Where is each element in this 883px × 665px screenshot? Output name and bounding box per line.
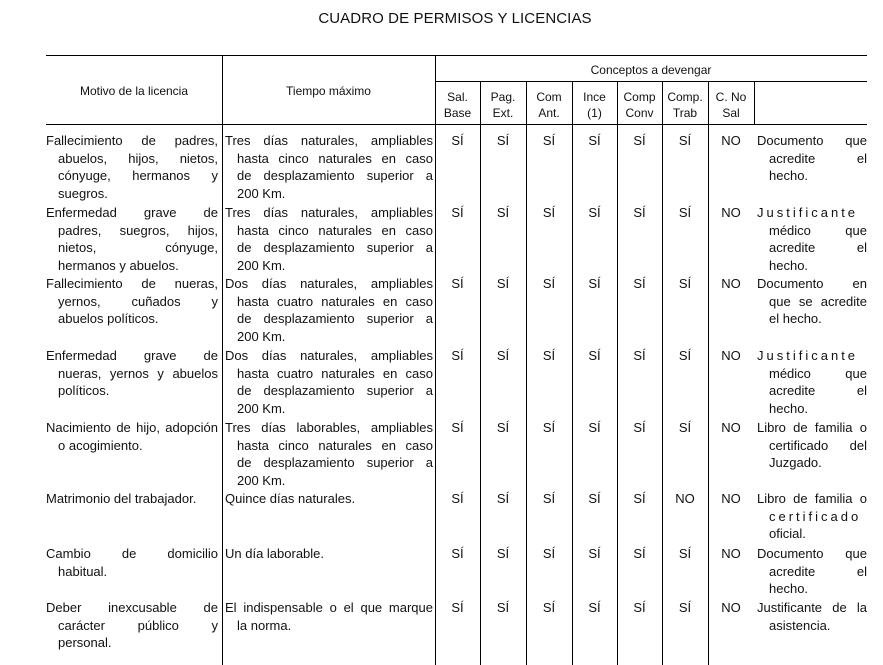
row-documento-line: médico que	[769, 222, 867, 238]
row-documento-line: Libro de familia o	[757, 491, 867, 506]
row-documento-line: acredite el	[769, 383, 867, 398]
row-motivo	[46, 275, 218, 328]
row-motivo-line: Enfermedad grave de	[46, 348, 218, 363]
row-value-comp-trab: SÍ	[678, 420, 692, 435]
row-value-ince: SÍ	[588, 205, 601, 220]
row-documento-line: hecho.	[769, 168, 809, 183]
row-documento-line: Justificante de la	[757, 600, 867, 615]
row-tiempo	[225, 419, 433, 489]
row-motivo	[46, 132, 218, 202]
row-motivo-line: abuelos políticos.	[58, 311, 159, 326]
row-documento-line: Libro de familia o	[757, 420, 867, 435]
row-value-comp-conv: SÍ	[633, 491, 646, 506]
row-value-com-ant: SÍ	[542, 348, 556, 363]
row-value-ince: SÍ	[588, 420, 601, 435]
table-top-rule	[46, 55, 867, 56]
column-divider	[222, 55, 223, 665]
row-motivo	[46, 599, 218, 652]
row-documento-line: oficial.	[769, 526, 806, 541]
row-value-sal-base: SÍ	[451, 600, 464, 615]
row-tiempo	[225, 132, 433, 202]
row-documento-line: certificado del	[769, 437, 867, 453]
row-tiempo-line: de desplazamiento superior a	[237, 455, 433, 470]
header-comp-trab-line: Comp.	[667, 90, 703, 104]
row-value-comp-conv: SÍ	[633, 420, 646, 435]
row-value-comp-conv: SÍ	[633, 546, 646, 561]
row-value-comp-trab: SÍ	[678, 133, 692, 148]
row-value-ince: SÍ	[588, 546, 601, 561]
row-motivo-line: yernos, cuñados y	[58, 293, 218, 309]
row-tiempo-line: hasta cuatro naturales en caso	[237, 365, 433, 381]
row-tiempo-line: 200 Km.	[237, 185, 286, 201]
column-divider	[480, 81, 481, 665]
row-documento	[757, 204, 867, 274]
row-documento	[757, 132, 867, 185]
header-pag-ext	[480, 89, 526, 121]
row-motivo-line: cónyuge, hermanos y	[58, 168, 218, 183]
row-motivo	[46, 545, 218, 580]
header-comp-trab-line: Trab	[672, 106, 698, 120]
row-tiempo-line: de desplazamiento superior a	[237, 240, 433, 255]
row-documento-line: hecho.	[769, 257, 809, 273]
row-tiempo-line: de desplazamiento superior a	[237, 383, 433, 398]
row-tiempo-line: Un día laborable.	[225, 546, 325, 561]
row-motivo-line: padres, suegros, hijos,	[58, 222, 218, 238]
row-documento-line: certificado	[769, 508, 862, 524]
row-tiempo	[225, 347, 433, 417]
row-motivo-line: Enfermedad grave de	[46, 205, 218, 220]
row-value-pag-ext: SÍ	[496, 600, 510, 615]
row-motivo-line: personal.	[58, 635, 112, 650]
row-value-pag-ext: SÍ	[496, 133, 510, 148]
column-divider	[617, 81, 618, 665]
row-motivo-line: abuelos, hijos, nietos,	[58, 150, 218, 166]
row-documento-line: Justificante	[757, 348, 859, 363]
row-motivo-line: nietos, cónyuge,	[58, 240, 218, 255]
row-value-comp-trab: SÍ	[678, 600, 692, 615]
row-documento-line: que se acredite	[769, 293, 867, 309]
row-value-c-no-sal: NO	[721, 348, 741, 363]
row-value-com-ant: SÍ	[542, 205, 556, 220]
row-value-ince: SÍ	[588, 348, 601, 363]
row-tiempo-line: Quince días naturales.	[225, 491, 356, 506]
row-motivo-line: nueras, yernos y abuelos	[58, 365, 218, 381]
page-title: CUADRO DE PERMISOS Y LICENCIAS	[318, 10, 592, 27]
row-value-c-no-sal: NO	[721, 205, 741, 220]
row-value-pag-ext: SÍ	[496, 420, 510, 435]
row-documento-line: acredite el	[769, 240, 867, 255]
row-value-ince: SÍ	[588, 133, 601, 148]
row-tiempo	[225, 204, 433, 274]
row-value-sal-base: SÍ	[451, 205, 464, 220]
row-documento	[757, 419, 867, 472]
header-ince	[572, 89, 617, 121]
header-tiempo: Tiempo máximo	[286, 84, 371, 98]
row-motivo-line: Fallecimiento de nueras,	[46, 276, 218, 291]
row-tiempo-line: Tres días laborables, ampliables	[225, 420, 433, 435]
header-comp-conv-line: Comp	[623, 90, 656, 104]
row-value-comp-trab: SÍ	[678, 348, 692, 363]
column-divider	[662, 81, 663, 665]
row-value-com-ant: SÍ	[542, 276, 556, 291]
row-tiempo-line: Tres días naturales, ampliables	[225, 205, 433, 220]
row-documento-line: Documento que	[757, 133, 867, 148]
row-tiempo-line: 200 Km.	[237, 472, 286, 488]
row-tiempo-line: El indispensable o el que marque	[225, 600, 433, 615]
row-value-sal-base: SÍ	[451, 420, 464, 435]
row-documento-line: Justificante	[757, 205, 859, 220]
row-motivo-line: carácter público y	[58, 617, 218, 633]
row-value-comp-trab: SÍ	[678, 546, 692, 561]
row-documento-line: acredite el	[769, 150, 867, 166]
row-documento-line: hecho.	[769, 400, 809, 416]
row-value-ince: SÍ	[588, 276, 601, 291]
row-tiempo-line: de desplazamiento superior a	[237, 311, 433, 326]
row-value-sal-base: SÍ	[451, 276, 464, 291]
row-documento-line: Documento que	[757, 546, 867, 561]
row-value-pag-ext: SÍ	[496, 491, 510, 506]
header-pag-ext-line: Ext.	[492, 106, 514, 120]
row-motivo-line: políticos.	[58, 383, 110, 398]
row-value-c-no-sal: NO	[721, 491, 741, 506]
row-value-comp-conv: SÍ	[633, 276, 646, 291]
header-com-ant	[526, 89, 572, 121]
row-tiempo-line: hasta cuatro naturales en caso	[237, 293, 433, 309]
row-value-comp-conv: SÍ	[633, 133, 646, 148]
header-comp-conv	[617, 89, 662, 121]
row-value-sal-base: SÍ	[451, 133, 464, 148]
row-motivo-line: suegros.	[58, 185, 108, 201]
row-value-c-no-sal: NO	[721, 276, 741, 291]
row-motivo-line: o acogimiento.	[58, 437, 143, 453]
column-divider	[526, 81, 527, 665]
row-motivo-line: Cambio de domicilio	[46, 546, 218, 561]
header-bottom-rule	[46, 124, 867, 125]
row-value-comp-trab: SÍ	[678, 276, 692, 291]
header-comp-trab	[662, 89, 708, 121]
row-tiempo-line: 200 Km.	[237, 257, 286, 273]
header-sal-base	[435, 89, 480, 121]
row-value-com-ant: SÍ	[542, 600, 556, 615]
row-motivo-line: Deber inexcusable de	[46, 600, 218, 615]
column-divider	[708, 81, 709, 665]
header-sal-base-line: Base	[443, 106, 472, 120]
row-value-comp-conv: SÍ	[633, 348, 646, 363]
header-ince-line: (1)	[587, 106, 602, 120]
row-motivo-line: Matrimonio del trabajador.	[46, 491, 197, 506]
row-documento-line: médico que	[769, 365, 867, 381]
header-c-no-sal-line: Sal	[722, 106, 740, 120]
header-motivo: Motivo de la licencia	[79, 84, 189, 98]
row-documento-line: Juzgado.	[769, 455, 822, 470]
row-value-pag-ext: SÍ	[496, 205, 510, 220]
row-value-c-no-sal: NO	[721, 133, 741, 148]
header-ince-line: Ince	[583, 90, 606, 104]
row-tiempo-line: de desplazamiento superior a	[237, 168, 433, 183]
concepts-header-rule	[435, 81, 867, 82]
row-documento-line: Documento en	[757, 276, 867, 291]
row-motivo	[46, 419, 218, 454]
row-value-ince: SÍ	[588, 491, 601, 506]
row-value-c-no-sal: NO	[721, 420, 741, 435]
row-tiempo-line: hasta cinco naturales en caso	[237, 222, 433, 238]
row-tiempo	[225, 599, 433, 634]
header-comp-conv-line: Conv	[625, 106, 654, 120]
row-documento-line: hecho.	[769, 581, 809, 596]
row-value-pag-ext: SÍ	[496, 276, 510, 291]
header-pag-ext-line: Pag.	[490, 90, 516, 104]
row-tiempo	[225, 490, 433, 508]
row-documento-line: asistencia.	[769, 617, 831, 633]
row-tiempo-line: la norma.	[237, 617, 292, 633]
row-documento	[757, 275, 867, 328]
row-value-com-ant: SÍ	[542, 133, 556, 148]
row-tiempo-line: hasta cinco naturales en caso	[237, 437, 433, 453]
row-documento	[757, 545, 867, 598]
row-tiempo	[225, 275, 433, 345]
row-motivo	[46, 347, 218, 400]
column-divider	[754, 81, 755, 125]
row-value-pag-ext: SÍ	[496, 546, 510, 561]
row-value-comp-trab: SÍ	[678, 205, 692, 220]
row-tiempo-line: Tres días naturales, ampliables	[225, 133, 433, 148]
row-value-comp-trab: NO	[675, 491, 695, 506]
row-value-sal-base: SÍ	[451, 546, 464, 561]
row-value-ince: SÍ	[588, 600, 601, 615]
header-c-no-sal	[708, 89, 754, 121]
header-sal-base-line: Sal.	[447, 90, 468, 104]
row-tiempo	[225, 545, 433, 563]
row-tiempo-line: 200 Km.	[237, 328, 286, 344]
row-value-pag-ext: SÍ	[496, 348, 510, 363]
row-motivo	[46, 204, 218, 274]
row-value-sal-base: SÍ	[451, 348, 464, 363]
row-documento	[757, 599, 867, 634]
row-tiempo-line: Dos días naturales, ampliables	[225, 348, 433, 363]
row-value-c-no-sal: NO	[721, 546, 741, 561]
row-motivo	[46, 490, 218, 508]
row-value-comp-conv: SÍ	[633, 205, 646, 220]
row-value-c-no-sal: NO	[721, 600, 741, 615]
row-documento	[757, 347, 867, 417]
row-documento-line: el hecho.	[769, 311, 822, 326]
row-documento-line: acredite el	[769, 563, 867, 579]
row-value-com-ant: SÍ	[542, 491, 556, 506]
row-value-sal-base: SÍ	[451, 491, 464, 506]
row-tiempo-line: hasta cinco naturales en caso	[237, 150, 433, 166]
row-value-comp-conv: SÍ	[633, 600, 646, 615]
header-com-ant-line: Ant.	[538, 106, 560, 120]
row-value-com-ant: SÍ	[542, 420, 556, 435]
row-value-com-ant: SÍ	[542, 546, 556, 561]
row-documento	[757, 490, 867, 543]
header-com-ant-line: Com	[536, 90, 562, 104]
row-tiempo-line: Dos días naturales, ampliables	[225, 276, 433, 291]
row-motivo-line: Fallecimiento de padres,	[46, 133, 218, 148]
row-motivo-line: hermanos y abuelos.	[58, 257, 179, 273]
row-tiempo-line: 200 Km.	[237, 400, 286, 416]
column-divider	[572, 81, 573, 665]
header-conceptos: Conceptos a devengar	[590, 63, 712, 77]
row-motivo-line: Nacimiento de hijo, adopción	[46, 420, 218, 435]
header-c-no-sal-line: C. No	[715, 90, 747, 104]
row-motivo-line: habitual.	[58, 563, 108, 579]
